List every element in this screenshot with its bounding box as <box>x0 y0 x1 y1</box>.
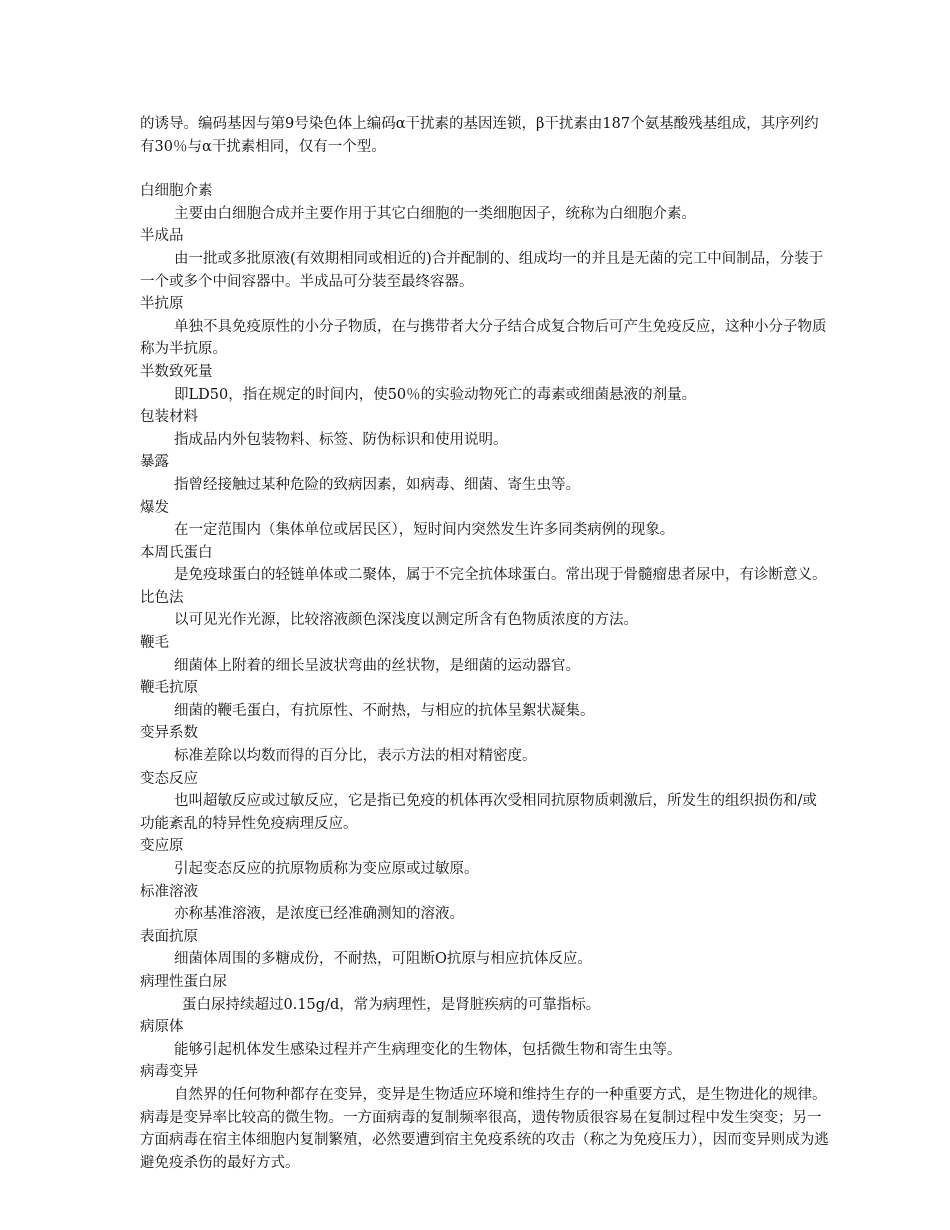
entry-definition: 蛋白尿持续超过0.15g/d，常为病理性，是肾脏疾病的可靠指标。 <box>182 996 601 1013</box>
entry-definition: 即LD50，指在规定的时间内，使50％的实验动物死亡的毒素或细菌悬液的剂量。 <box>174 386 697 403</box>
entry-definition: 主要由白细胞合成并主要作用于其它白细胞的一类细胞因子，统称为白细胞介素。 <box>174 205 696 222</box>
entry-definition: 指成品内外包装物料、标签、防伪标识和使用说明。 <box>174 431 508 448</box>
entry-term: 变态反应 <box>140 770 198 787</box>
entry-definition: 指曾经接触过某种危险的致病因素，如病毒、细菌、寄生虫等。 <box>174 476 580 493</box>
entry-definition: 亦称基准溶液，是浓度已经准确测知的溶液。 <box>174 906 464 923</box>
entry-definition: 由一批或多批原液(有效期相同或相近的)合并配制的、组成均一的并且是无菌的完工中间制品，分装于一个或多个中间容器中。半成品可分装至最终容器。 <box>140 250 824 290</box>
entry-term: 半抗原 <box>140 296 184 313</box>
entry-definition: 标准差除以均数而得的百分比，表示方法的相对精密度。 <box>174 748 537 765</box>
entry-definition: 在一定范围内（集体单位或居民区），短时间内突然发生许多同类病例的现象。 <box>174 522 675 539</box>
entry-term: 白细胞介素 <box>140 183 213 200</box>
entry-term: 半数致死量 <box>140 363 213 380</box>
entry-term: 变应原 <box>140 838 184 855</box>
entry-term: 病毒变异 <box>140 1064 198 1081</box>
entry-term: 表面抗原 <box>140 928 198 945</box>
intro-paragraph: 的诱导。编码基因与第9号染色体上编码α干扰素的基因连锁，β干扰素由187个氨基酸残基组成，其序列约有30％与α干扰素相同，仅有一个型。 <box>140 116 819 155</box>
entry-term: 本周氏蛋白 <box>140 544 213 561</box>
entry-term: 比色法 <box>140 589 184 606</box>
entry-definition: 单独不具免疫原性的小分子物质，在与携带者大分子结合成复合物后可产生免疫反应，这种小分子物质称为半抗原。 <box>140 318 827 358</box>
document-page <box>140 113 830 1174</box>
entry-definition: 能够引起机体发生感染过程并产生病理变化的生物体，包括微生物和寄生虫等。 <box>174 1041 682 1058</box>
entry-definition: 以可见光作光源，比较溶液颜色深浅度以测定所含有色物质浓度的方法。 <box>174 612 638 629</box>
entry-term: 标准溶液 <box>140 883 198 900</box>
entry-definition: 细菌体上附着的细长呈波状弯曲的丝状物，是细菌的运动器官。 <box>174 657 580 674</box>
entry-term: 病理性蛋白尿 <box>140 973 227 990</box>
entry-term: 病原体 <box>140 1019 184 1036</box>
entry-term: 包装材料 <box>140 409 198 426</box>
entry-term: 鞭毛抗原 <box>140 680 198 697</box>
entry-definition: 自然界的任何物种都存在变异，变异是生物适应环境和维持生存的一种重要方式，是生物进化的规律。病毒是变异率比较高的微生物。一方面病毒的复制频率很高，遗传物质很容易在复制过程中发生突变；另一方面病毒在宿主体细胞内复制繁殖，必然要遭到宿主免疫系统的攻击（称之为免疫压力），因而变异则成为逃避免疫杀伤的最好方式。 <box>140 1086 829 1171</box>
entry-term: 鞭毛 <box>140 635 169 652</box>
entry-term: 暴露 <box>140 454 169 471</box>
entry-term: 爆发 <box>140 499 169 516</box>
entry-definition: 是免疫球蛋白的轻链单体或二聚体，属于不完全抗体球蛋白。常出现于骨髓瘤患者尿中，有诊断意义。 <box>174 567 827 584</box>
entry-definition: 细菌体周围的多糖成份，不耐热，可阻断O抗原与相应抗体反应。 <box>174 951 592 968</box>
entry-definition: 引起变态反应的抗原物质称为变应原或过敏原。 <box>174 861 479 877</box>
entry-definition: 也叫超敏反应或过敏反应，它是指已免疫的机体再次受相同抗原物质刺激后，所发生的组织损伤和/或功能紊乱的特异性免疫病理反应。 <box>140 793 817 832</box>
entry-definition: 细菌的鞭毛蛋白，有抗原性、不耐热，与相应的抗体呈絮状凝集。 <box>174 702 595 719</box>
entry-term: 变异系数 <box>140 725 198 742</box>
entry-term: 半成品 <box>140 228 184 245</box>
